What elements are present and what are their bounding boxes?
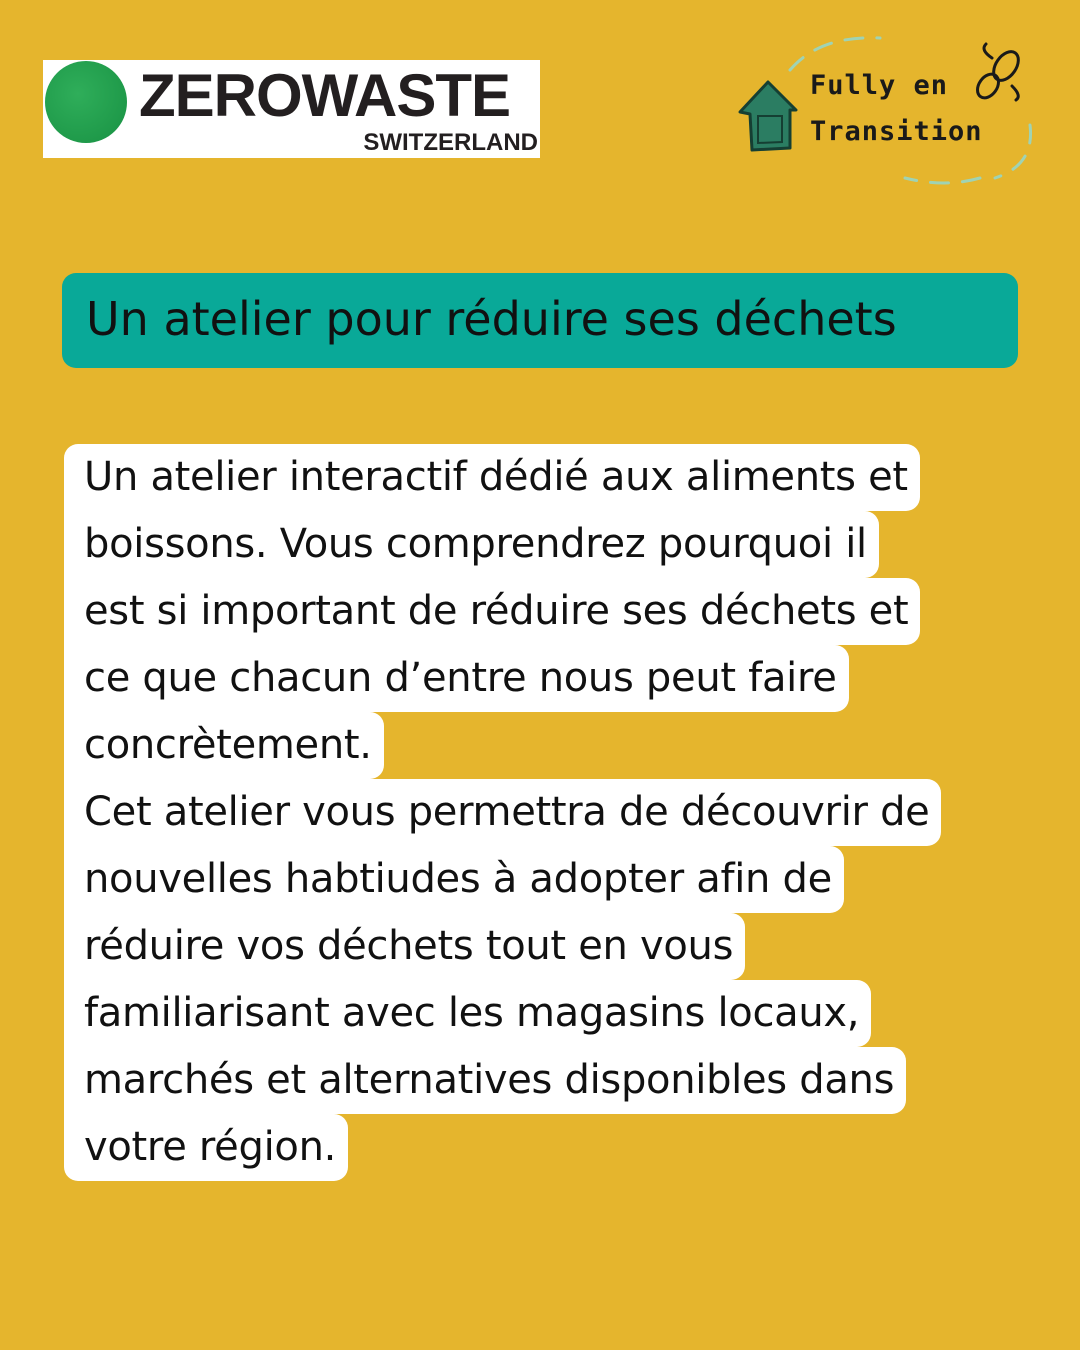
body-line: réduire vos déchets tout en vous [64,913,745,980]
body-line: familiarisant avec les magasins locaux, [64,980,871,1047]
dashed-circle-arc [790,38,880,70]
title-banner [62,273,1018,368]
body-line: nouvelles habtiudes à adopter afin de [64,846,844,913]
fully-logo-line2: Transition [810,116,983,147]
body-line: Cet atelier vous permettra de découvrir de [64,779,941,846]
body-line: Un atelier interactif dédié aux aliments et [64,444,920,511]
body-line: marchés et alternatives disponibles dans [64,1047,906,1114]
house-icon [740,82,796,150]
fully-en-transition-logo [730,30,1050,195]
page-title: Un atelier pour réduire ses déchets [86,292,897,346]
fully-logo-line1: Fully en [810,70,949,101]
body-line: votre région. [64,1114,348,1181]
body-line: ce que chacun d’entre nous peut faire [64,645,849,712]
body-line: boissons. Vous comprendrez pourquoi il [64,511,879,578]
logo-subtitle: SWITZERLAND [363,129,538,156]
dashed-circle-arc [905,178,980,183]
body-line: concrètement. [64,712,384,779]
dashed-circle-arc [995,125,1031,178]
fully-logo-graphics [730,30,1050,195]
green-circle-icon [45,61,127,143]
logo-wordmark: ZEROWASTE [139,62,511,129]
body-line: est si important de réduire ses déchets et [64,578,920,645]
description-text-block [64,444,941,1181]
bee-icon [973,44,1023,102]
zerowaste-switzerland-logo [43,60,540,158]
